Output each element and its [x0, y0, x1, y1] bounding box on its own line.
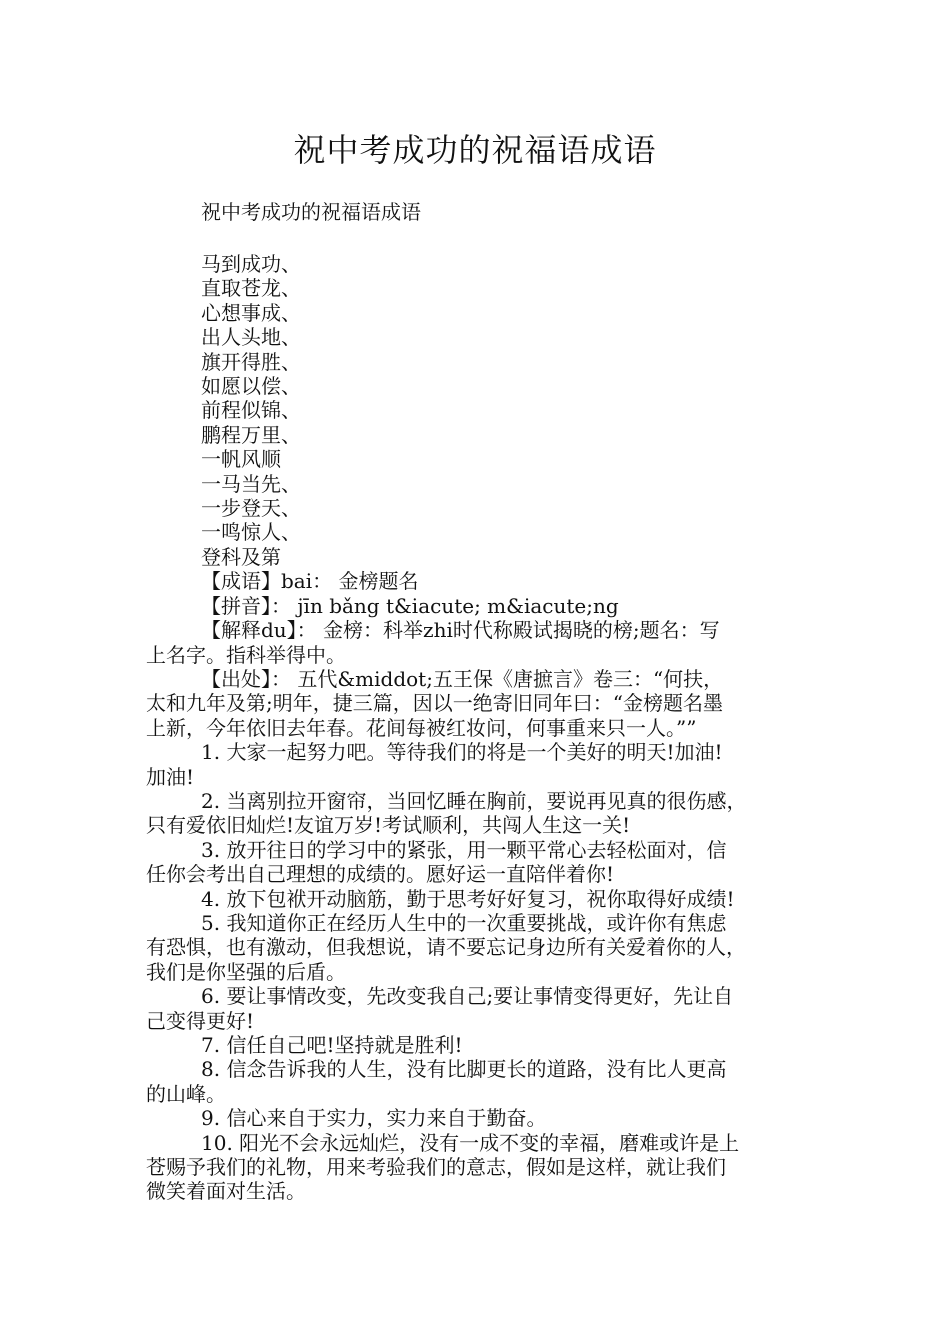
wish-paragraph [146, 1106, 812, 1130]
wish-line: 我们是你坚强的后盾。 [146, 959, 346, 984]
wish-line: 微笑着面对生活。 [146, 1179, 306, 1204]
wish-line: 5. 我知道你正在经历人生中的一次重要挑战，或许你有焦虑 [201, 910, 727, 935]
document-body [146, 198, 812, 1204]
wish-line: 2. 当离别拉开窗帘，当回忆睡在胸前，要说再见真的很伤感， [201, 788, 747, 813]
source-paragraph [146, 667, 812, 740]
idiom-item: 心想事成、 [201, 300, 301, 325]
explanation-paragraph [146, 618, 812, 667]
idiom-item: 出人头地、 [201, 325, 301, 350]
wish-line: 1. 大家一起努力吧。等待我们的将是一个美好的明天!加油! [201, 740, 723, 765]
idiom-item: 一步登天、 [201, 496, 301, 521]
wish-paragraph [146, 1057, 812, 1106]
explanation-line: 上名字。指科举得中。 [146, 642, 346, 667]
idiom-item: 前程似锦、 [201, 398, 301, 423]
idiom-item: 登科及第 [201, 544, 281, 569]
idiom-item: 一马当先、 [201, 471, 301, 496]
pinyin-entry-line: 【拼音】： jīn bǎng t&iacute; m&iacute;ng [201, 593, 619, 618]
wish-line: 任你会考出自己理想的成绩的。愿好运一直陪伴着你! [146, 862, 615, 887]
idiom-item: 一帆风顺 [201, 447, 281, 472]
idiom-item: 如愿以偿、 [201, 374, 301, 399]
wish-line: 6. 要让事情改变，先改变我自己;要让事情变得更好，先让自 [201, 984, 734, 1009]
wish-line: 9. 信心来自于实力，实力来自于勤奋。 [201, 1106, 547, 1131]
idiom-item: 马到成功、 [201, 252, 301, 276]
idiom-list [146, 252, 812, 569]
wish-line: 4. 放下包袱开动脑筋，勤于思考好好复习，祝你取得好成绩! [201, 886, 735, 911]
source-line: 太和九年及第;明年，捷三篇，因以一绝寄旧同年曰：“金榜题名墨 [146, 691, 723, 716]
idiom-item: 直取苍龙、 [201, 276, 301, 301]
wish-paragraph [146, 838, 812, 887]
source-line: 上新，今年依旧去年春。花间每被红妆问，何事重来只一人。”” [146, 715, 697, 740]
wish-line: 10. 阳光不会永远灿烂，没有一成不变的幸福，磨难或许是上 [201, 1130, 740, 1155]
wish-line: 8. 信念告诉我的人生，没有比脚更长的道路，没有比人更高 [201, 1057, 727, 1082]
wish-paragraph [146, 887, 812, 911]
wish-paragraph [146, 911, 812, 984]
idiom-item: 旗开得胜、 [201, 349, 301, 374]
wish-paragraph [146, 789, 812, 838]
wish-line: 3. 放开往日的学习中的紧张，用一颗平常心去轻松面对，信 [201, 837, 727, 862]
idiom-item: 鹏程万里、 [201, 422, 301, 447]
source-line: 【出处】： 五代&middot;五王保《唐摭言》卷三：“何扶， [201, 666, 724, 691]
document-subtitle: 祝中考成功的祝福语成语 [201, 200, 421, 224]
document-title: 祝中考成功的祝福语成语 [293, 131, 657, 169]
wish-line: 己变得更好! [146, 1008, 255, 1033]
wish-line: 的山峰。 [146, 1081, 226, 1106]
wish-line: 加油! [146, 764, 195, 789]
idiom-entry-line: 【成语】bai： 金榜题名 [201, 569, 419, 594]
wish-line: 7. 信任自己吧!坚持就是胜利! [201, 1033, 463, 1057]
wish-paragraph [146, 1131, 812, 1204]
wish-paragraph [146, 740, 812, 789]
wish-line: 苍赐予我们的礼物，用来考验我们的意志，假如是这样，就让我们 [146, 1155, 726, 1180]
wish-line: 只有爱依旧灿烂!友谊万岁!考试顺利，共闯人生这一关! [146, 813, 631, 838]
idiom-item: 一鸣惊人、 [201, 520, 301, 545]
wish-paragraph [146, 1033, 812, 1057]
wish-line: 有恐惧，也有激动，但我想说，请不要忘记身边所有关爱着你的人， [146, 935, 746, 960]
wish-paragraph [146, 984, 812, 1033]
explanation-line: 【解释du】： 金榜：科举zhi时代称殿试揭晓的榜;题名：写 [201, 618, 720, 643]
